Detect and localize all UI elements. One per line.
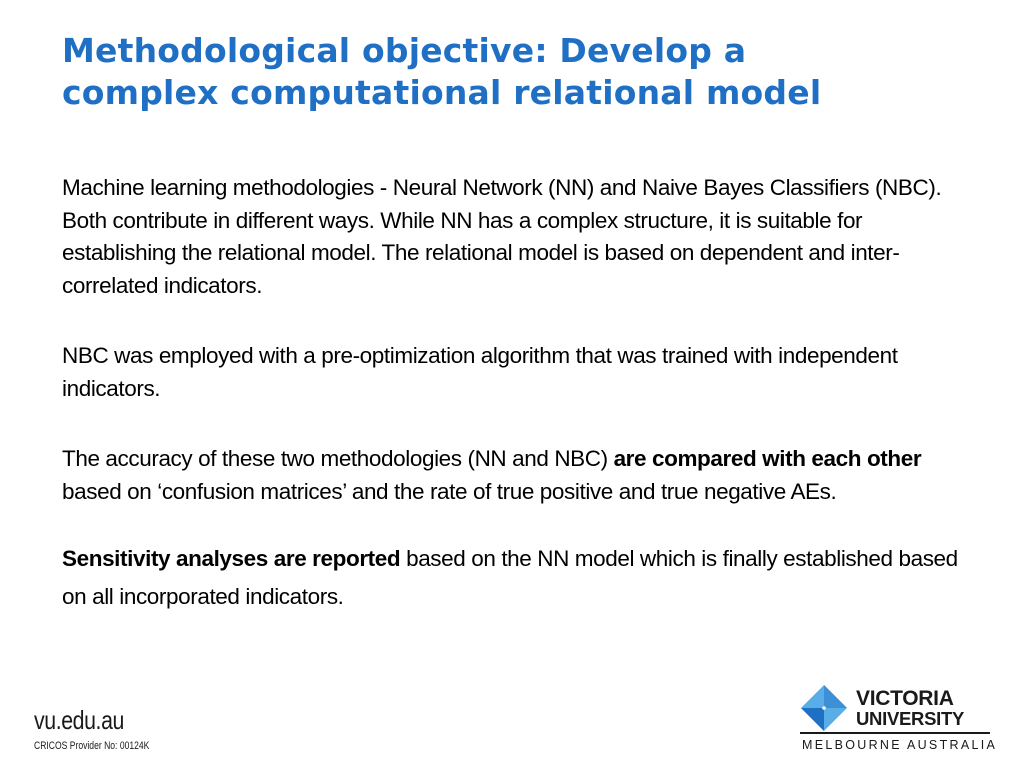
footer-cricos-number: CRICOS Provider No: 00124K xyxy=(34,740,150,752)
logo-wordmark xyxy=(856,688,964,729)
paragraph-sensitivity xyxy=(62,540,982,616)
paragraph-sensitivity-rest: based on the NN model which is finally established based on all incorporated indicators. xyxy=(62,546,958,609)
paragraph-ml-methodologies: Machine learning methodologies - Neural Network (NN) and Naive Bayes Classifiers (NBC). Both contribute in different ways. While NN has a complex structure, it is suitable for establishing the relational model. The relational model is based on dependent and inter-correlated indicators. xyxy=(62,175,942,298)
paragraph-nbc: NBC was employed with a pre-optimization algorithm that was trained with independent indicators. xyxy=(62,343,898,401)
footer-left xyxy=(34,706,182,752)
footer-website-url: vu.edu.au xyxy=(34,705,124,735)
diamond-logo-icon xyxy=(800,684,848,732)
victoria-university-logo xyxy=(800,684,998,754)
paragraph-accuracy-rest: based on ‘confusion matrices’ and the rate of true positive and true negative AEs. xyxy=(62,478,837,504)
paragraph-accuracy-intro: The accuracy of these two methodologies (NN and NBC) xyxy=(62,446,614,471)
slide-title xyxy=(62,30,992,114)
paragraph-sensitivity-emphasis: Sensitivity analyses are reported xyxy=(62,546,401,571)
logo-name-line-2: UNIVERSITY xyxy=(856,708,965,729)
slide-title-line-2: complex computational relational model xyxy=(62,73,822,112)
slide-title-line-1: Methodological objective: Develop a xyxy=(62,31,747,70)
logo-divider xyxy=(800,732,990,734)
logo-name-line-1: VICTORIA xyxy=(856,687,954,710)
logo-tagline: MELBOURNE AUSTRALIA xyxy=(802,738,998,752)
paragraph-accuracy xyxy=(62,443,982,508)
paragraph-accuracy-emphasis: are compared with each other xyxy=(613,446,922,471)
slide-body xyxy=(62,172,982,654)
